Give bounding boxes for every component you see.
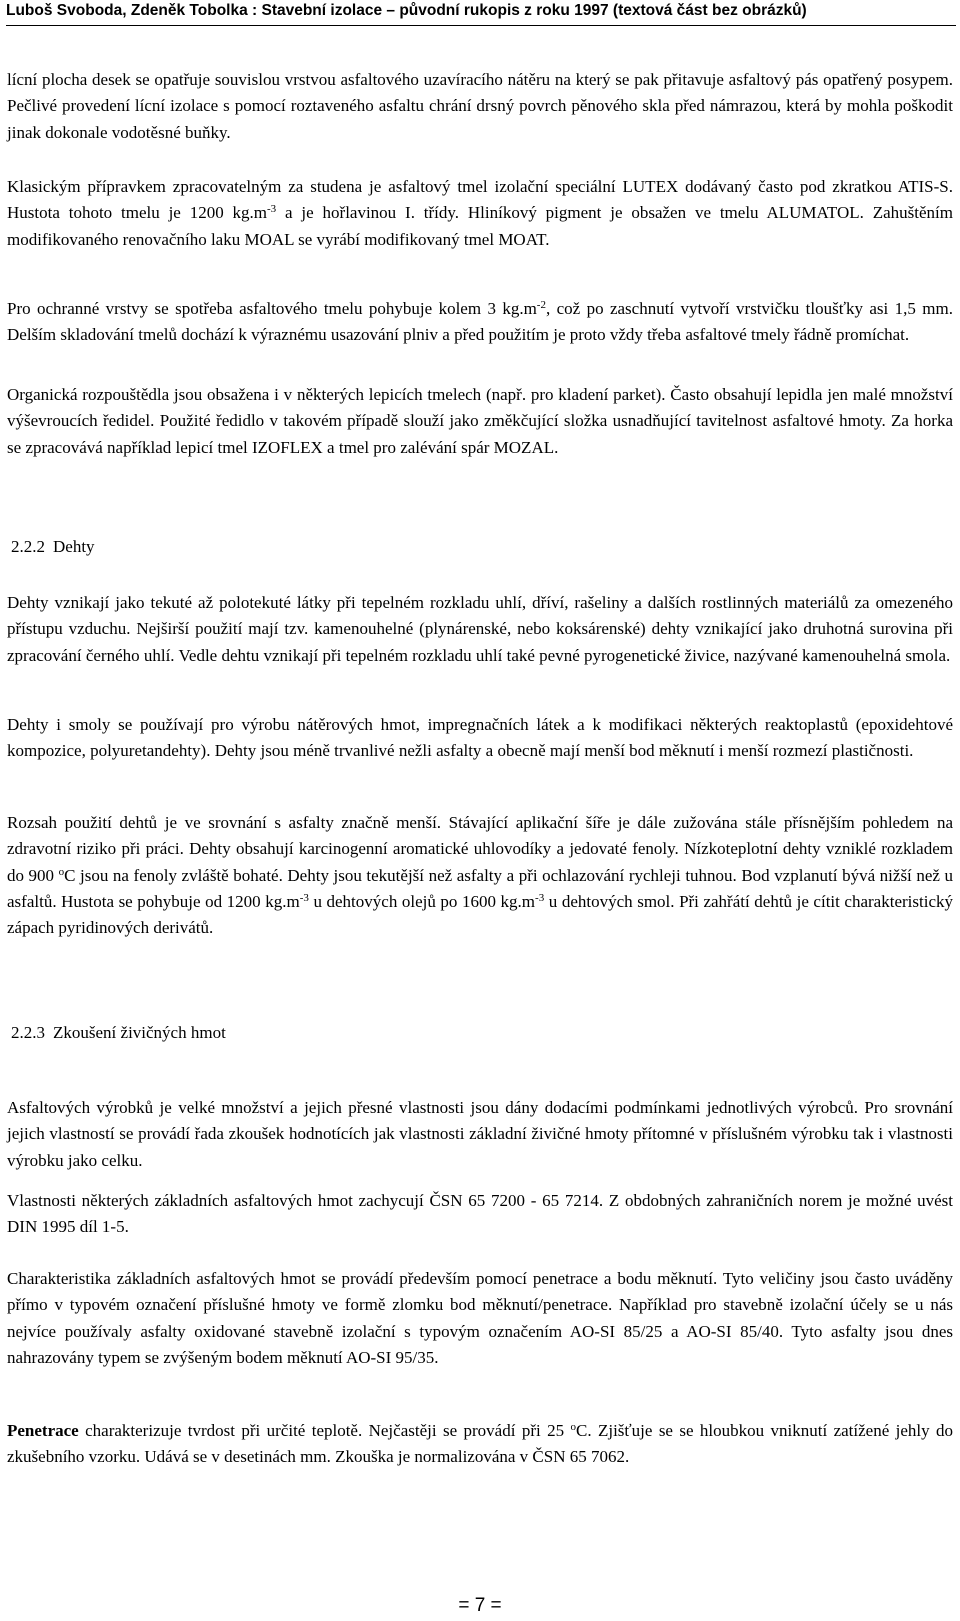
section-number: 2.2.2 (11, 537, 45, 556)
superscript: o (570, 1421, 576, 1433)
section-title: Zkoušení živičných hmot (53, 1023, 226, 1042)
paragraph-10-text: Charakteristika základních asfaltových hmot se provádí především pomocí penetrace a bodu měknutí. Tyto veličiny jsou často uváděny přímo v typovém označení příslušné hmoty ve formě zlomku bod měknutí/penetrace. Například pro stavebně izolační účely se u nás nejvíce používaly asfalty oxidované stavebně izolační s typovým označením AO-SI 85/25 a AO-SI 85/40. Tyto asfalty jsou dnes nahrazovány typem se zvýšeným bodem měknutí AO-SI 95/35. (7, 1269, 953, 1367)
paragraph-4-text: Organická rozpouštědla jsou obsažena i v některých lepicích tmelech (např. pro kladení parket). Často obsahují lepidla jen malé množství výševroucích ředidel. Použité ředidlo v takovém případě slouží jako změkčující složka usnadňující tavitelnost asfaltové hmoty. Za horka se zpracovává například lepicí tmel IZOFLEX a tmel pro zalévání spár MOZAL. (7, 385, 953, 457)
paragraph-8-text: Asfaltových výrobků je velké množství a jejich přesné vlastnosti jsou dány dodacími podmínkami jednotlivých výrobců. Pro srovnání jejich vlastností se provádí řada zkoušek hodnotících jak vlastnosti základní živičné hmoty přítomné v příslušném výrobku tak i vlastnosti výrobku jako celku. (7, 1098, 953, 1170)
paragraph-10 (7, 1266, 953, 1371)
paragraph-11-text-b: C. Zjišťuje se se hloubkou vniknutí zatížené jehly do zkušebního vzorku. Udává se v desetinách mm. Zkouška je normalizována v ČSN 65 7062. (7, 1421, 953, 1467)
section-title: Dehty (53, 537, 95, 556)
section-heading-2-2-3 (11, 1023, 226, 1043)
paragraph-4 (7, 382, 953, 461)
superscript: -3 (299, 891, 309, 904)
section-heading-2-2-2 (11, 537, 95, 557)
superscript: -3 (535, 891, 545, 904)
paragraph-1-text: lícní plocha desek se opatřuje souvislou vrstvou asfaltového uzavíracího nátěru na který se pak přitavuje asfaltový pás opatřený posypem. Pečlivé provedení lícní izolace s pomocí roztaveného asfaltu chrání drsný povrch pěnového skla před námrazou, která by mohla poškodit jinak dokonale vodotěsné buňky. (7, 70, 953, 142)
paragraph-2-text-a: Klasickým přípravkem zpracovatelným za studena je asfaltový tmel izolační speciální LUTEX dodávaný často pod zkratkou ATIS-S. Hustota tohoto tmelu je 1200 kg.m (7, 177, 953, 223)
paragraph-6-text: Dehty i smoly se používají pro výrobu nátěrových hmot, impregnačních látek a k modifikaci některých reaktoplastů (epoxidehtové kompozice, polyuretandehty). Dehty jsou méně trvanlivé nežli asfalty a obecně mají menší bod měknutí i menší rozmezí plastičnosti. (7, 715, 953, 761)
paragraph-7-text-a: Rozsah použití dehtů je ve srovnání s asfalty značně menší. Stávající aplikační šíře je dále zužována stále přísnějším pohledem na zdravotní riziko při práci. Dehty obsahují karcinogenní aromatické uhlovodíky a jedovaté fenoly. Nízkoteplotní dehty vzniklé rozkladem do 900 (7, 813, 953, 885)
term-penetrace: Penetrace (7, 1421, 79, 1440)
paragraph-6 (7, 712, 953, 765)
paragraph-7-text-b: C jsou na fenoly zvláště bohaté. Dehty jsou tekutější než asfalty a při ochlazování rychleji tuhnou. Bod vzplanutí bývá nižší než u asfaltů. Hustota se pohybuje od 1200 kg.m (7, 865, 953, 911)
paragraph-7 (7, 810, 953, 941)
running-header: Luboš Svoboda, Zdeněk Tobolka : Stavební izolace – původní rukopis z roku 1997 (textová část bez obrázků) (6, 2, 807, 19)
paragraph-2 (7, 174, 953, 253)
paragraph-1 (7, 67, 953, 146)
paragraph-2-text-b: a je hořlavinou I. třídy. Hliníkový pigment je obsažen ve tmelu ALUMATOL. Zahuštěním modifikovaného renovačního laku MOAL se vyrábí modifikovaný tmel MOAT. (7, 203, 953, 249)
paragraph-9 (7, 1188, 953, 1241)
paragraph-9-text: Vlastnosti některých základních asfaltových hmot zachycují ČSN 65 7200 - 65 7214. Z obdobných zahraničních norem je možné uvést DIN 1995 díl 1-5. (7, 1191, 953, 1237)
paragraph-11 (7, 1418, 953, 1471)
paragraph-7-text-d: u dehtových smol. Při zahřátí dehtů je cítit charakteristický zápach pyridinových derivátů. (7, 891, 953, 938)
paragraph-5-text: Dehty vznikají jako tekuté až polotekuté látky při tepelném rozkladu uhlí, dříví, rašeliny a dalších rostlinných materiálů za omezeného přístupu vzduchu. Nejširší použití mají tzv. kamenouhelné (plynárenské, nebo koksárenské) dehty vznikající jako druhotná surovina při zpracování černého uhlí. Vedle dehtu vznikají při tepelném rozkladu uhlí také pevné pyrogenetické živice, nazývané kamenouhelná smola. (7, 593, 953, 665)
header-rule (6, 25, 956, 26)
paragraph-3-text-a: Pro ochranné vrstvy se spotřeba asfaltového tmelu pohybuje kolem 3 kg.m (7, 299, 537, 318)
paragraph-7-text-c: u dehtových olejů po 1600 kg.m (308, 891, 536, 911)
paragraph-5 (7, 590, 953, 669)
paragraph-3 (7, 296, 953, 349)
superscript: o (58, 865, 65, 878)
paragraph-8 (7, 1095, 953, 1174)
paragraph-3-text-b: , což po zaschnutí vytvoří vrstvičku tloušťky asi 1,5 mm. Delším skladování tmelů dochází k výraznému usazování plniv a před použitím je proto vždy třeba asfaltové tmely řádně promíchat. (7, 299, 953, 345)
superscript: -3 (267, 203, 277, 216)
paragraph-11-text-a: charakterizuje tvrdost při určité teplotě. Nejčastěji se provádí při 25 (78, 1421, 571, 1440)
section-number: 2.2.3 (11, 1023, 45, 1042)
page-number: = 7 = (458, 1595, 502, 1616)
superscript: -2 (536, 299, 546, 311)
